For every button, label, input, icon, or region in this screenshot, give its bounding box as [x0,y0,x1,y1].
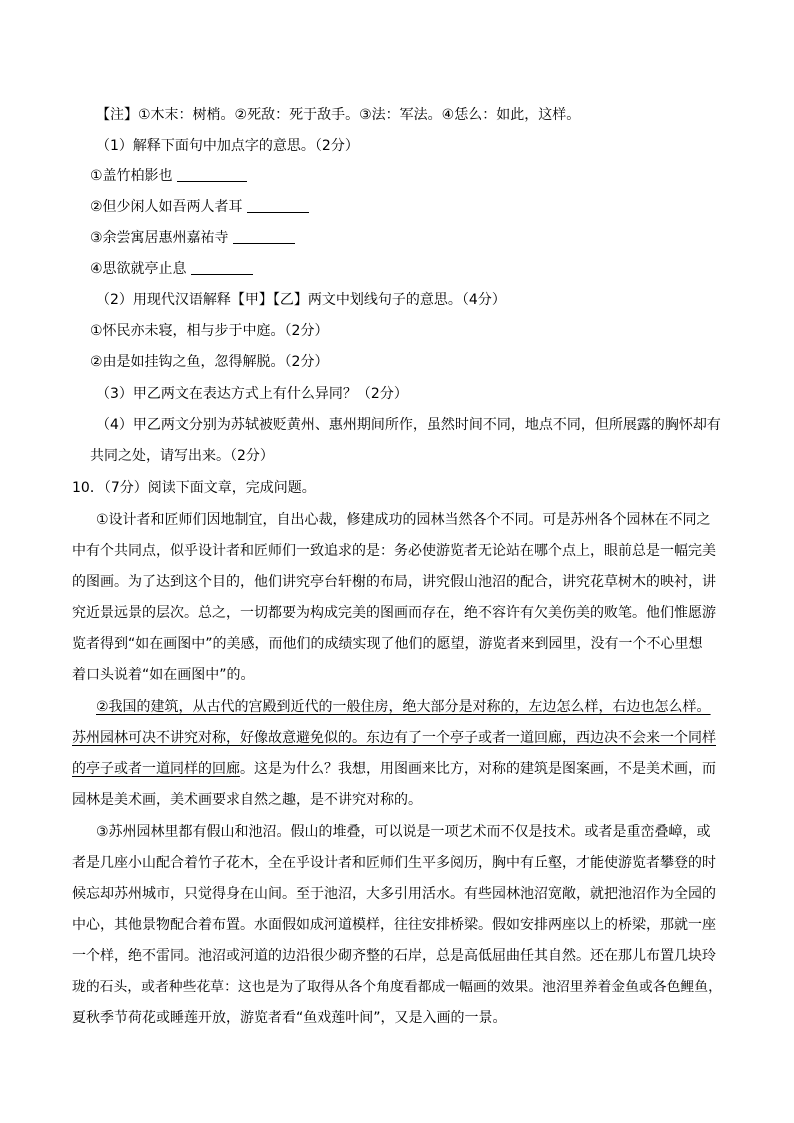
p2-line-2: 苏州园林可决不讲究对称，好像故意避免似的。东边有了一个亭子或者一道回廊，西边决不会来一个同样 [72,730,716,746]
p2-line-4: 园林是美术画，美术画要求自然之趣，是不讲究对称的。 [72,792,422,808]
q1-item-3: ③余尝寓居惠州嘉祐寺 [90,228,295,248]
p1-line: 着口头说着“如在画图中”的。 [72,667,255,683]
answer-blank[interactable] [191,260,253,275]
q1-stem: （1）解释下面句中加点字的意思。（2分） [96,138,359,154]
p3-line: 一个样，绝不雷同。池沼或河道的边沿很少砌齐整的石岸，总是高低屈曲任其自然。还在那儿布置几块玲 [72,948,716,964]
answer-blank[interactable] [247,198,309,213]
q3-stem: （3）甲乙两文在表达方式上有什么异同？（2分） [96,386,408,402]
answer-blank[interactable] [233,229,295,244]
p2-line-1: ②我国的建筑，从古代的宫殿到近代的一般住房，绝大部分是对称的，左边怎么样，右边也怎么样。 [96,699,711,715]
q4-line-1: （4）甲乙两文分别为苏轼被贬黄州、惠州期间所作，虽然时间不同，地点不同，但所展露的胸怀却有 [96,417,721,433]
underlined-phrase: 的亭子或者一道同样的回廊 [72,761,240,777]
p1-line: 览者得到“如在画图中”的美感，而他们的成绩实现了他们的愿望，游览者来到园里，没有一个不心里想 [72,636,703,652]
q2-stem: （2）用现代汉语解释【甲】【乙】两文中划线句子的意思。（4分） [96,292,506,308]
p3-line: 珑的石头，或者种些花草：这也是为了取得从各个角度看都成一幅画的效果。池沼里养着金鱼或各色鲤鱼， [72,979,722,995]
p3-line: 者是几座小山配合着竹子花木，全在乎设计者和匠师们生平多阅历，胸中有丘壑，才能使游览者攀登的时 [72,855,716,871]
q2-item-1: ①怀民亦未寝，相与步于中庭。（2分） [90,323,329,339]
p3-line: ③苏州园林里都有假山和池沼。假山的堆叠，可以说是一项艺术而不仅是技术。或者是重峦叠嶂，或 [96,824,711,840]
q2-item-2: ②由是如挂钩之鱼，忽得解脱。（2分） [90,354,329,370]
p1-line: ①设计者和匠师们因地制宜，自出心裁，修建成功的园林当然各个不同。可是苏州各个园林在不同之 [96,512,711,528]
p3-line: 中心，其他景物配合着布置。水面假如成河道模样，往往安排桥梁。假如安排两座以上的桥梁，那就一座 [72,917,716,933]
q4-line-2: 共同之处，请写出来。（2分） [90,448,274,464]
p2-line-3: 的亭子或者一道同样的回廊。这是为什么？我想，用图画来比方，对称的建筑是图案画，不是美术画，而 [72,761,716,777]
note-line: 【注】①木末：树梢。②死敌：死于敌手。③法：军法。④恁么：如此，这样。 [96,107,581,123]
p1-line: 究近景远景的层次。总之，一切都要为构成完美的图画而存在，绝不容许有欠美伤美的败笔。他们惟愿游 [72,605,716,621]
q1-item-2: ②但少闲人如吾两人者耳 [90,197,309,217]
p1-line: 中有个共同点，似乎设计者和匠师们一致追求的是：务必使游览者无论站在哪个点上，眼前总是一幅完美 [72,543,716,559]
p1-line: 的图画。为了达到这个目的，他们讲究亭台轩榭的布局，讲究假山池沼的配合，讲究花草树木的映衬，讲 [72,574,716,590]
p3-line: 夏秋季节荷花或睡莲开放，游览者看“鱼戏莲叶间”，又是入画的一景。 [72,1010,507,1026]
q1-item-1: ①盖竹柏影也 [90,166,247,186]
p3-line: 候忘却苏州城市，只觉得身在山间。至于池沼，大多引用活水。有些园林池沼宽敞，就把池沼作为全园的 [72,886,716,902]
answer-blank[interactable] [177,167,247,182]
q10-heading: 10．（7分）阅读下面文章，完成问题。 [72,480,316,496]
q1-item-4: ④思欲就亭止息 [90,259,253,279]
